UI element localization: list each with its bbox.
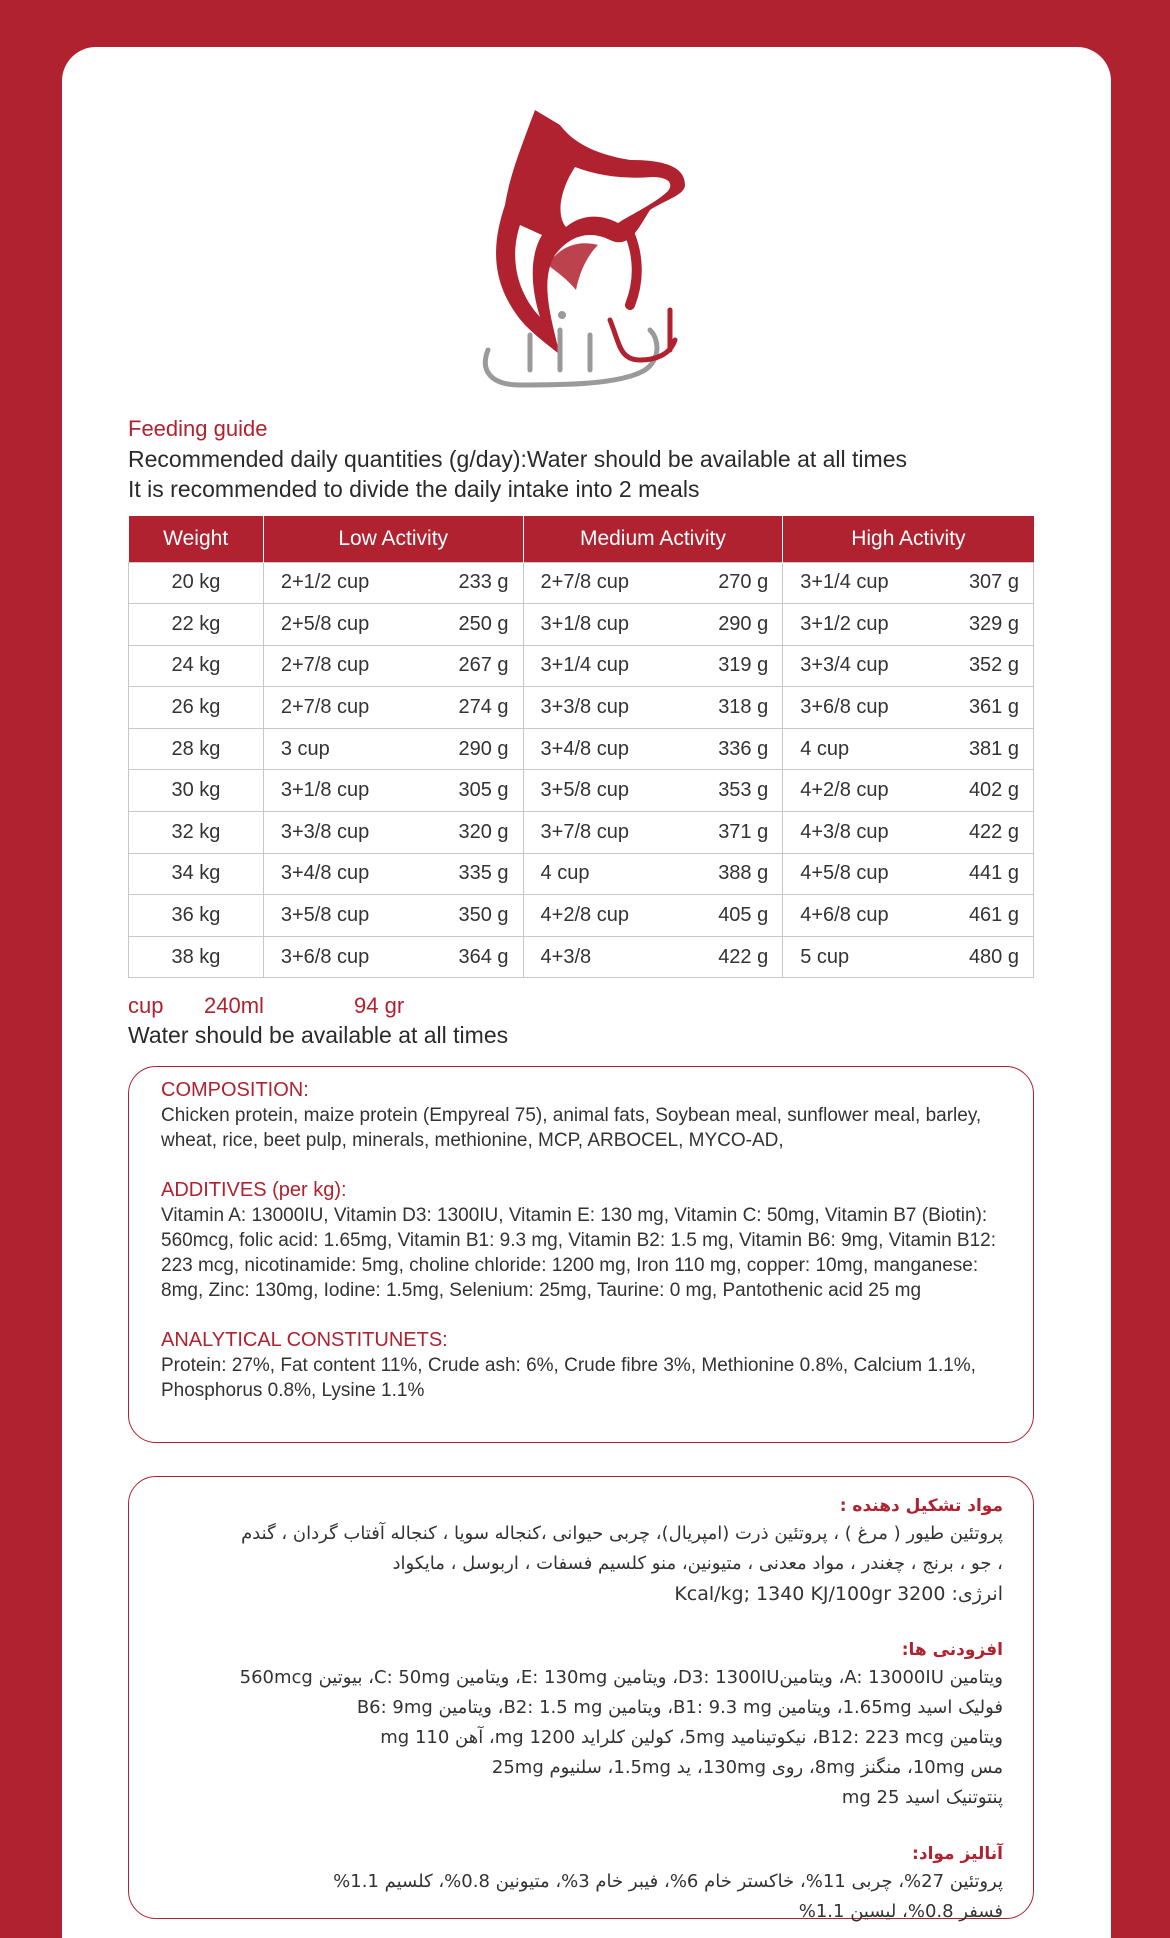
- cup-amount: 3+6/8 cup: [280, 945, 370, 968]
- weight-cell: 36 kg: [129, 895, 264, 937]
- gram-amount: 319 g: [718, 654, 769, 677]
- high-activity-cell: [783, 770, 1034, 812]
- cup-amount: 3+5/8 cup: [540, 779, 629, 802]
- fa-additives-body: [159, 1663, 1003, 1813]
- cup-amount: 3+1/4 cup: [540, 654, 629, 677]
- fa-analysis-line: پروتئین 27%، چربی 11%، خاکستر خام 6%، فیبر خام 3%، متیونین 0.8%، کلسیم 1.1%: [333, 1871, 1003, 1892]
- fa-composition-line: ، جو ، برنج ، چغندر ، مواد معدنی ، متیونین، منو کلسیم فسفات ، اربوسل ، مایکواد: [392, 1553, 1003, 1574]
- high-activity-cell: [783, 687, 1034, 729]
- cup-amount: 3+1/2 cup: [800, 612, 889, 635]
- low-activity-cell: [263, 812, 523, 854]
- high-activity-cell: [783, 853, 1034, 895]
- gram-amount: 350 g: [458, 904, 509, 927]
- cup-amount: 4+2/8 cup: [800, 779, 889, 802]
- brand-wordmark-icon: [470, 300, 700, 390]
- cup-amount: 3+1/4 cup: [800, 571, 889, 594]
- medium-activity-cell: [523, 645, 783, 687]
- weight-cell: 24 kg: [129, 645, 264, 687]
- medium-activity-cell: [523, 562, 783, 604]
- weight-cell: 34 kg: [129, 853, 264, 895]
- gram-amount: 267 g: [458, 654, 509, 677]
- gram-amount: 305 g: [458, 779, 509, 802]
- gram-amount: 480 g: [968, 945, 1019, 968]
- cup-amount: 2+7/8 cup: [540, 571, 629, 594]
- cup-ml: 240ml: [204, 993, 264, 1019]
- gram-amount: 335 g: [458, 862, 509, 885]
- table-row: [129, 936, 1034, 978]
- feeding-guide-section: [128, 414, 1034, 1050]
- gram-amount: 353 g: [718, 779, 769, 802]
- cup-amount: 3+4/8 cup: [280, 862, 370, 885]
- fa-additives-line: ویتامین A: 13000IU، ویتامینD3: 1300IU، ویتامین E: 130mg، ویتامین C: 50mg، بیوتین 560mcg: [239, 1667, 1003, 1688]
- gram-amount: 320 g: [458, 820, 509, 843]
- feeding-table-body: [129, 562, 1034, 978]
- cup-amount: 4+3/8: [540, 945, 592, 968]
- medium-activity-cell: [523, 604, 783, 646]
- cup-amount: 4+6/8 cup: [800, 904, 889, 927]
- table-row: [129, 853, 1034, 895]
- gram-amount: 381 g: [968, 737, 1019, 760]
- cup-amount: 2+7/8 cup: [280, 654, 370, 677]
- fa-analysis-title: آنالیز مواد:: [912, 1844, 1003, 1864]
- gram-amount: 361 g: [968, 696, 1019, 719]
- cup-amount: 3+1/8 cup: [540, 612, 629, 635]
- low-activity-cell: [263, 770, 523, 812]
- composition-body: Chicken protein, maize protein (Empyreal 75), animal fats, Soybean meal, sunflower meal, barley, wheat, rice, beet pulp, minerals, methionine, MCP, ARBOCEL, MYCO-AD,: [161, 1105, 982, 1151]
- brand-name: [62, 47, 63, 48]
- fa-energy: انرژی: 3200 Kcal/kg; 1340 KJ/100gr: [674, 1583, 1003, 1605]
- cup-amount: 3+5/8 cup: [280, 904, 370, 927]
- water-note: Water should be available at all times: [128, 1022, 509, 1049]
- fa-composition-title: مواد تشکیل دهنده :: [839, 1496, 1003, 1516]
- cup-amount: 2+1/2 cup: [280, 571, 370, 594]
- cup-amount: 3+4/8 cup: [540, 737, 629, 760]
- high-activity-cell: [783, 936, 1034, 978]
- table-row: [129, 645, 1034, 687]
- fa-additives-line: مس 10mg، منگنز 8mg، روی 130mg، ید 1.5mg، سلنیوم 25mg: [491, 1757, 1003, 1778]
- cup-amount: 3+7/8 cup: [540, 820, 629, 843]
- cup-amount: 2+5/8 cup: [280, 612, 370, 635]
- feeding-guide-title: Feeding guide: [128, 416, 268, 441]
- additives-body: Vitamin A: 13000IU, Vitamin D3: 1300IU, Vitamin E: 130 mg, Vitamin C: 50mg, Vitamin B7 (Biotin): 560mcg, folic acid: 1.65mg, Vitamin B1: 9.3 mg, Vitamin B2: 1.5 mg, Vitamin B6: 9mg, Vitamin B12: 223 mcg, nicotinamide: 5mg, choline chloride: 1200 mg, Iron 110 mg, copper: 10mg, manganese: 8mg, Zinc: 130mg, Iodine: 1.5mg, Selenium: 25mg, Taurine: 0 mg, Pantothenic acid 25 mg: [161, 1205, 997, 1301]
- low-activity-cell: [263, 936, 523, 978]
- cup-amount: 4 cup: [540, 862, 590, 885]
- gram-amount: 270 g: [718, 571, 769, 594]
- composition-title: COMPOSITION:: [161, 1079, 309, 1101]
- gram-amount: 388 g: [718, 862, 769, 885]
- high-activity-cell: [783, 728, 1034, 770]
- low-activity-cell: [263, 687, 523, 729]
- gram-amount: 336 g: [718, 737, 769, 760]
- fa-additives-line: پنتوتنیک اسید 25 mg: [841, 1787, 1003, 1808]
- cup-measure-line: [128, 992, 1034, 1020]
- weight-cell: 28 kg: [129, 728, 264, 770]
- low-activity-cell: [263, 895, 523, 937]
- cup-amount: 3+6/8 cup: [800, 696, 889, 719]
- gram-amount: 422 g: [968, 820, 1019, 843]
- gram-amount: 329 g: [968, 612, 1019, 635]
- fa-additives-line: فولیک اسید 1.65mg، ویتامین B1: 9.3 mg، ویتامین B2: 1.5 mg، ویتامین B6: 9mg: [356, 1697, 1003, 1718]
- cup-amount: 4 cup: [800, 737, 850, 760]
- analytical-title: ANALYTICAL CONSTITUNETS:: [161, 1329, 448, 1351]
- table-row: [129, 562, 1034, 604]
- cup-amount: 3 cup: [280, 737, 330, 760]
- low-activity-cell: [263, 604, 523, 646]
- high-activity-cell: [783, 812, 1034, 854]
- cup-label: cup: [128, 993, 164, 1019]
- medium-activity-cell: [523, 770, 783, 812]
- cup-amount: 3+1/8 cup: [280, 779, 370, 802]
- medium-activity-cell: [523, 687, 783, 729]
- header-low-activity: Low Activity: [263, 516, 523, 562]
- gram-amount: 461 g: [968, 904, 1019, 927]
- fa-composition-line: پروتئین طیور ( مرغ ) ، پروتئین ذرت (امپریال)، چربی حیوانی ،کنجاله سویا ، کنجاله آفتاب گردان ، گندم: [241, 1523, 1003, 1544]
- cup-amount: 4+2/8 cup: [540, 904, 629, 927]
- weight-cell: 22 kg: [129, 604, 264, 646]
- high-activity-cell: [783, 895, 1034, 937]
- table-row: [129, 728, 1034, 770]
- medium-activity-cell: [523, 936, 783, 978]
- cup-amount: 3+3/4 cup: [800, 654, 889, 677]
- low-activity-cell: [263, 728, 523, 770]
- feeding-table: [128, 516, 1034, 978]
- gram-amount: 290 g: [718, 612, 769, 635]
- table-row: [129, 687, 1034, 729]
- table-row: [129, 812, 1034, 854]
- low-activity-cell: [263, 645, 523, 687]
- table-row: [129, 895, 1034, 937]
- header-weight: Weight: [129, 516, 264, 562]
- gram-amount: 250 g: [458, 612, 509, 635]
- medium-activity-cell: [523, 728, 783, 770]
- cup-amount: 3+3/8 cup: [280, 820, 370, 843]
- medium-activity-cell: [523, 853, 783, 895]
- cup-amount: 4+3/8 cup: [800, 820, 889, 843]
- gram-amount: 422 g: [718, 945, 769, 968]
- header-high-activity: High Activity: [783, 516, 1034, 562]
- gram-amount: 364 g: [458, 945, 509, 968]
- table-header-row: [129, 516, 1034, 562]
- cup-gr: 94 gr: [354, 993, 405, 1019]
- weight-cell: 38 kg: [129, 936, 264, 978]
- gram-amount: 318 g: [718, 696, 769, 719]
- cup-amount: 5 cup: [800, 945, 850, 968]
- high-activity-cell: [783, 562, 1034, 604]
- high-activity-cell: [783, 604, 1034, 646]
- gram-amount: 405 g: [718, 904, 769, 927]
- gram-amount: 402 g: [968, 779, 1019, 802]
- gram-amount: 274 g: [458, 696, 509, 719]
- weight-cell: 30 kg: [129, 770, 264, 812]
- header-medium-activity: Medium Activity: [523, 516, 783, 562]
- weight-cell: 32 kg: [129, 812, 264, 854]
- fa-additives-title: افزودنی ها:: [901, 1640, 1003, 1660]
- table-row: [129, 604, 1034, 646]
- table-row: [129, 770, 1034, 812]
- fa-analysis-line: فسفر 0.8%، لیسین 1.1%: [798, 1901, 1003, 1922]
- low-activity-cell: [263, 853, 523, 895]
- feeding-guide-line-1: Recommended daily quantities (g/day):Water should be available at all times: [128, 446, 907, 472]
- weight-cell: 26 kg: [129, 687, 264, 729]
- medium-activity-cell: [523, 812, 783, 854]
- english-composition-box: [128, 1066, 1034, 1443]
- low-activity-cell: [263, 562, 523, 604]
- fa-additives-line: ویتامین B12: 223 mcg، نیکوتینامید 5mg، کولین کلراید 1200 mg، آهن 110 mg: [380, 1727, 1003, 1748]
- cup-amount: 3+3/8 cup: [540, 696, 629, 719]
- additives-title: ADDITIVES (per kg):: [161, 1179, 347, 1201]
- cup-amount: 4+5/8 cup: [800, 862, 889, 885]
- analytical-body: Protein: 27%, Fat content 11%, Crude ash: 6%, Crude fibre 3%, Methionine 0.8%, Calcium 1.1%, Phosphorus 0.8%, Lysine 1.1%: [161, 1355, 976, 1401]
- gram-amount: 233 g: [458, 571, 509, 594]
- medium-activity-cell: [523, 895, 783, 937]
- fa-analysis-body: [159, 1867, 1003, 1927]
- cup-amount: 2+7/8 cup: [280, 696, 370, 719]
- gram-amount: 352 g: [968, 654, 1019, 677]
- gram-amount: 371 g: [718, 820, 769, 843]
- feeding-guide-line-2: It is recommended to divide the daily intake into 2 meals: [128, 476, 700, 502]
- high-activity-cell: [783, 645, 1034, 687]
- gram-amount: 290 g: [458, 737, 509, 760]
- fa-composition-body: [159, 1519, 1003, 1579]
- weight-cell: 20 kg: [129, 562, 264, 604]
- persian-composition-box: [128, 1476, 1034, 1922]
- gram-amount: 441 g: [968, 862, 1019, 885]
- gram-amount: 307 g: [968, 571, 1019, 594]
